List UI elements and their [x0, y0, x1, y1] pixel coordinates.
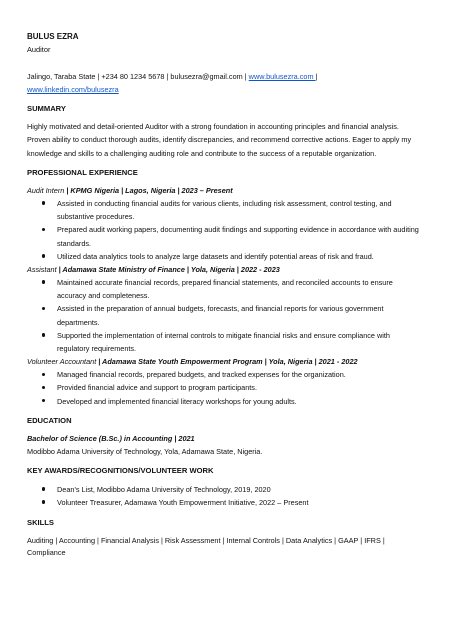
- education-institution: Modibbo Adama University of Technology, Yola, Adamawa State, Nigeria.: [27, 446, 263, 456]
- awards-list: [27, 483, 422, 509]
- list-item: Supported the implementation of internal controls to mitigate financial risks and ensure compliance with regulatory requirements.: [27, 329, 422, 355]
- list-item: Prepared audit working papers, documenting audit findings and supporting evidence in accordance with auditing standards.: [27, 223, 422, 249]
- job-title: [27, 184, 422, 197]
- education-heading: EDUCATION: [27, 415, 72, 425]
- job-bullets: [27, 197, 422, 263]
- list-item: Assisted in conducting financial audits for various clients, including risk assessment, control testing, and substantive procedures.: [27, 197, 422, 223]
- summary-text: Highly motivated and detail-oriented Auditor with a strong foundation in accounting principles and financial analysis. Proven ability to conduct thorough audits, identify discrepancies, and recommend corrective actions. Eager to apply my knowledge and skills to a challenging auditing role and contribute to the success of a reputable organization.: [27, 122, 412, 158]
- experience-heading: PROFESSIONAL EXPERIENCE: [27, 167, 138, 177]
- job-position: Audit Intern: [27, 185, 65, 195]
- job-entry: [27, 263, 422, 355]
- resume-page: [27, 31, 422, 559]
- candidate-role: Auditor: [27, 45, 51, 54]
- skills-text: Auditing | Accounting | Financial Analysis | Risk Assessment | Internal Controls | Data Analytics | GAAP | IFRS | Compliance: [27, 536, 385, 558]
- list-item: Provided financial advice and support to program participants.: [27, 381, 422, 394]
- list-item: Dean's List, Modibbo Adama University of Technology, 2019, 2020: [27, 483, 422, 496]
- job-entry: [27, 355, 422, 408]
- list-item: Utilized data analytics tools to analyze large datasets and identify potential areas of risk and fraud.: [27, 250, 422, 263]
- list-item: Managed financial records, prepared budgets, and tracked expenses for the organization.: [27, 368, 422, 381]
- summary-heading: SUMMARY: [27, 104, 66, 113]
- job-title: [27, 263, 422, 276]
- job-position: Assistant: [27, 264, 57, 274]
- awards-heading: KEY AWARDS/RECOGNITIONS/VOLUNTEER WORK: [27, 465, 214, 475]
- job-bullets: [27, 276, 422, 355]
- job-entry: [27, 184, 422, 263]
- job-details: | Adamawa State Youth Empowerment Program | Yola, Nigeria | 2021 - 2022: [96, 357, 358, 367]
- job-title: [27, 355, 422, 368]
- list-item: Volunteer Treasurer, Adamawa Youth Empowerment Initiative, 2022 – Present: [27, 496, 422, 509]
- contact-text: Jalingo, Taraba State | +234 80 1234 5678 | bulusezra@gmail.com |: [27, 72, 249, 81]
- contact-separator: |: [315, 72, 318, 81]
- linkedin-link[interactable]: www.linkedin.com/bulusezra: [27, 85, 119, 94]
- job-bullets: [27, 368, 422, 408]
- list-item: Developed and implemented financial literacy workshops for young adults.: [27, 395, 422, 408]
- job-details: | Adamawa State Ministry of Finance | Yola, Nigeria | 2022 - 2023: [56, 264, 280, 274]
- website-link[interactable]: www.bulusezra.com: [248, 72, 316, 81]
- education-degree: Bachelor of Science (B.Sc.) in Accounting | 2021: [27, 433, 195, 443]
- candidate-name: BULUS EZRA: [27, 32, 79, 41]
- job-position: Volunteer Accountant: [27, 357, 97, 367]
- job-details: | KPMG Nigeria | Lagos, Nigeria | 2023 – Present: [64, 185, 233, 195]
- list-item: Maintained accurate financial records, prepared financial statements, and reconciled accounts to ensure accuracy and completeness.: [27, 276, 422, 302]
- contact-line: [27, 70, 422, 96]
- list-item: Assisted in the preparation of annual budgets, forecasts, and financial reports for various government departments.: [27, 302, 422, 328]
- skills-heading: SKILLS: [27, 518, 55, 528]
